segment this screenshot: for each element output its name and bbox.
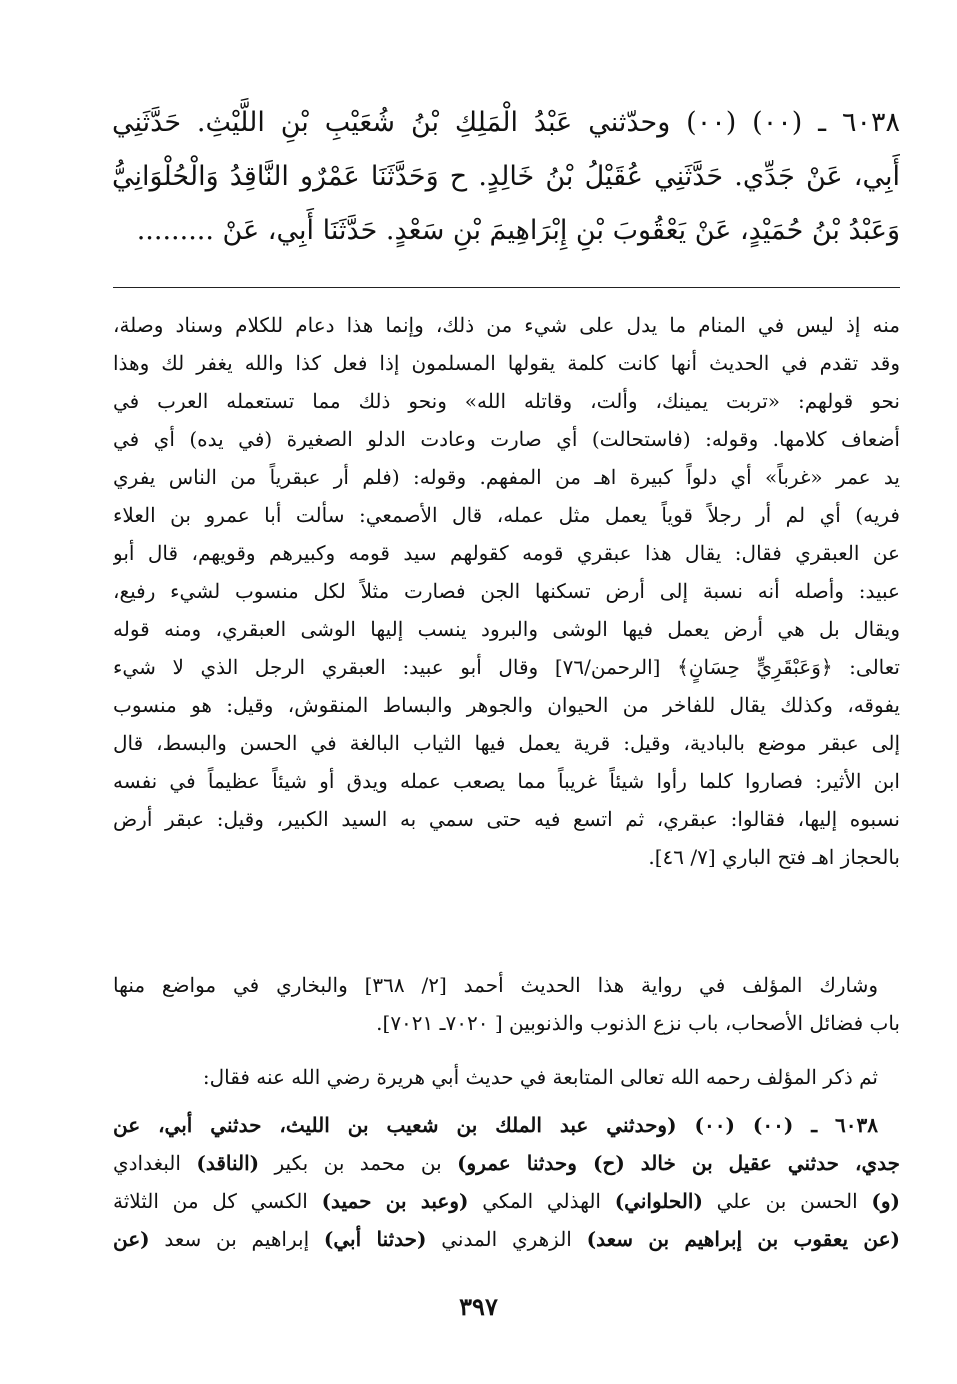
hadith-line: وَعَبْدُ بْنُ حُمَيْدٍ، عَنْ يَعْقُوبَ بْنِ إِبْرَاهِيمَ بْنِ سَعْدٍ. حَدَّثَنَا أَبِي، عَنْ ......... [136,215,900,246]
sharh-bold-text: (وعبد بن حميد) [321,1189,469,1213]
commentary-line: فريه) أي لم أر رجلاً قوياً يعمل مثل عمله، قال الأصمعي: سألت أبا عمرو بن العلاء [113,503,900,527]
commentary-line: نسبوه إليها، فقالوا: عبقري، ثم اتسع فيه حتى سمي به السيد الكبير، وقيل: عبقر أرض [113,807,900,831]
commentary-line: عبيد: وأصله أنه نسبة إلى أرض تسكنها الجن فصارت مثلاً لكل منسوب لشيء رفيع، [113,579,900,603]
sharh-text: الهذلي المكي [468,1189,615,1213]
footnote-divider [113,287,900,288]
sharh-text: إبراهيم بن سعد [149,1227,324,1251]
mutabaa-paragraph [113,1058,900,1096]
sharh-bold-text: (عن [113,1227,150,1251]
commentary-line: أضعاف كلامها. وقوله: (فاستحالت) أي صارت وعادت الدلو الصغيرة (في يده) أي في [113,427,900,451]
sharh-bold-text: (عن يعقوب بن إبراهيم بن سعد) [586,1227,900,1251]
commentary-line: تعالى: ﴿وَعَبْقَرِيٍّ حِسَانٍ﴾ [الرحمن/٧٦] وقال أبو عبيد: العبقري الرجل الذي لا شيء [113,655,900,679]
participation-line: باب فضائل الأصحاب، باب نزع الذنوب والذنوبين [ ٧٠٢٠ـ ٧٠٢١]. [376,1011,900,1035]
commentary-line: يد عمر «غرباً» أي دلواً كبيرة اهـ من المفهم. وقوله: (فلم أر عبقرياً من الناس يفري [113,465,900,489]
sharh-bold-text: جدي، حدثني عقيل بن خالد (ح) وحدثنا عمرو) [457,1151,900,1175]
hadith-text [112,96,900,258]
sharh-text: الكسي كل من الثلاثة [113,1189,322,1213]
sharh-bold-text: (الحلواني) [614,1189,703,1213]
sharh-bold-text: (و) [871,1189,900,1213]
commentary-line: عن العبقري فقال: يقال هذا عبقري قومه كقولهم سيد قومه وكبيرهم وقويهم، قال أبو [113,541,900,565]
sharh-text: الزهري المدني [426,1227,587,1251]
sharh-text: الحسن بن علي [702,1189,872,1213]
hadith-line: ٦٠٣٨ ـ (٠٠) (٠٠) وحدّثني عَبْدُ الْمَلِكِ بْنُ شُعَيْبِ بْنِ اللَّيْثِ. حَدَّثَنِي [112,107,900,138]
commentary-line: إلى عبقر موضع بالبادية، وقيل: قرية يعمل فيها الثياب البالغة في الحسن والبسط، قال [113,731,900,755]
commentary-line: منه إذ ليس في المنام ما يدل على شيء من ذلك، وإنما هذا دعام للكلام وسناد وصلة، [113,313,900,337]
commentary-line: بالحجاز اهـ فتح الباري [٧/ ٤٦]. [648,845,900,869]
sharh-bold-text: ٦٠٣٨ ـ (٠٠) (٠٠) (وحدثني عبد الملك بن شعيب بن الليث، حدثني أبي، عن [113,1113,879,1137]
sharh-line [113,1182,900,1220]
commentary-line: نحو قولهم: «تربت يمينك، وألت، وقاتله الله» ونحو ذلك مما تستعمله العرب في [113,389,900,413]
mutabaa-line: ثم ذكر المؤلف رحمه الله تعالى المتابعة في حديث أبي هريرة رضي الله عنه فقال: [202,1065,878,1089]
commentary-block [113,306,900,876]
sharh-text: البغدادي [113,1151,197,1175]
sharh-block [113,1106,900,1258]
participation-paragraph [113,966,900,1042]
commentary-line: يفوقه، وكذلك يقال للفاخر من الحيوان والجوهر والبساط المنقوش، وقيل: هو منسوب [113,693,900,717]
sharh-line [113,1220,900,1258]
sharh-bold-text: (الناقد) [196,1151,260,1175]
commentary-line: وقد تقدم في الحديث أنها كانت كلمة يقولها المسلمون إذا فعل كذا والله يغفر لك وهذا [113,351,900,375]
page-number: ٣٩٧ [459,1292,498,1321]
sharh-line [113,1144,900,1182]
commentary-line: ويقال بل هي أرض يعمل فيها الوشى والبرود ينسب إليها الوشى العبقري، ومنه قوله [113,617,900,641]
sharh-line [113,1106,900,1144]
commentary-line: ابن الأثير: فصاروا كلما رأوا شيئاً غريباً مما يصعب عمله ويدق أو شيئاً عظيماً في نفسه [113,769,900,793]
sharh-text: بن محمد بن بكير [259,1151,458,1175]
sharh-bold-text: (حدثنا أبي) [323,1227,427,1251]
hadith-line: أَبِي، عَنْ جَدِّي. حَدَّثَنِي عُقَيْلُ بْنُ خَالِدٍ. ح وَحَدَّثَنَا عَمْرٌو النَّاقِدُ وَالْحُلْوَانِيُّ [112,161,900,192]
participation-line: وشارك المؤلف في رواية هذا الحديث أحمد [٢/ ٣٦٨] والبخاري في مواضع منها [113,973,878,997]
